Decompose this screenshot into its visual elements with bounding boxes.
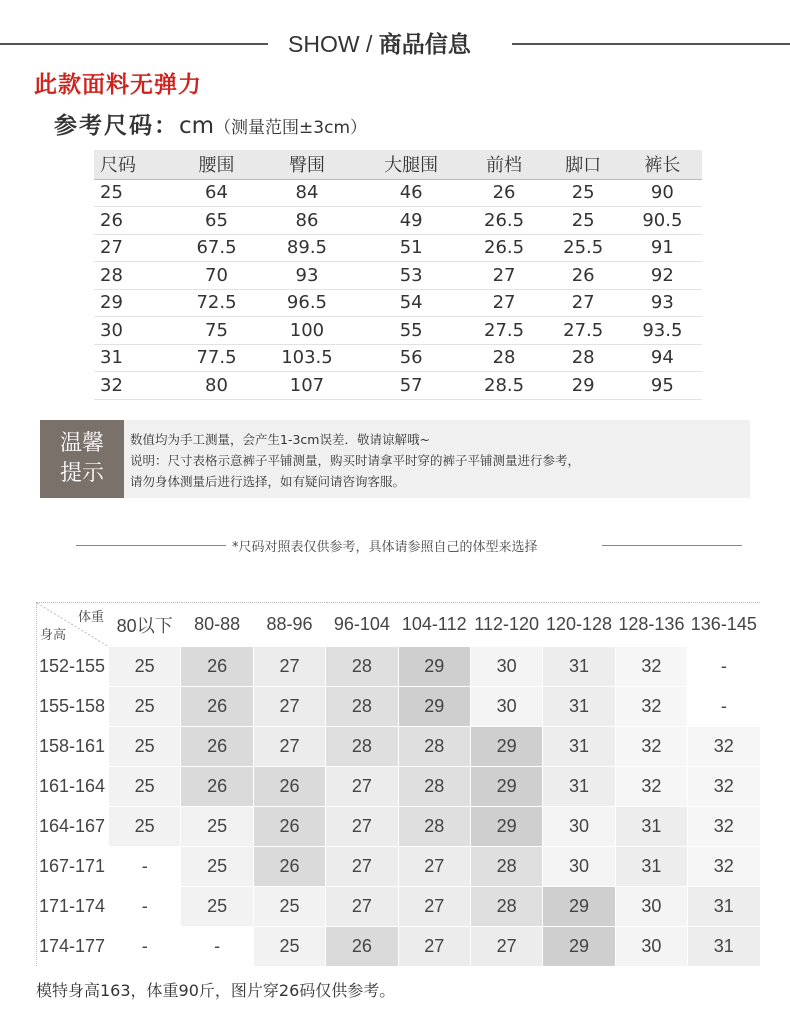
size-table-cell: 54 xyxy=(358,289,465,317)
grid-height-label: 174-177 xyxy=(37,927,109,967)
grid-height-label: 158-161 xyxy=(37,727,109,767)
size-table-cell: 28.5 xyxy=(464,372,543,400)
grid-size-cell: 25 xyxy=(109,687,181,727)
grid-size-cell: 26 xyxy=(181,767,253,807)
tips-tag xyxy=(40,420,124,498)
grid-size-cell: 31 xyxy=(688,887,760,927)
grid-size-cell: 25 xyxy=(109,807,181,847)
grid-size-cell: 29 xyxy=(470,767,542,807)
size-table-cell: 75 xyxy=(177,317,256,345)
size-table-header-cell: 臀围 xyxy=(256,150,358,179)
size-table-cell: 64 xyxy=(177,179,256,207)
size-table-cell: 27 xyxy=(544,289,623,317)
grid-size-cell: 27 xyxy=(326,887,398,927)
grid-weight-header: 112-120 xyxy=(470,603,542,647)
header-left-rule xyxy=(0,43,268,45)
grid-size-cell: 32 xyxy=(615,767,687,807)
section-title-en: SHOW / xyxy=(288,31,379,57)
section-title-cn: 商品信息 xyxy=(378,32,471,58)
grid-row xyxy=(37,687,761,727)
size-table-row xyxy=(94,372,702,400)
size-table-row xyxy=(94,262,702,290)
model-info-footer: 模特身高163，体重90斤，图片穿26码仅供参考。 xyxy=(36,981,396,1000)
grid-size-cell: 27 xyxy=(326,847,398,887)
size-table-cell: 90 xyxy=(623,179,702,207)
size-table-row xyxy=(94,289,702,317)
size-table-cell: 51 xyxy=(358,234,465,262)
size-table-cell: 70 xyxy=(177,262,256,290)
grid-height-label: 164-167 xyxy=(37,807,109,847)
size-table xyxy=(94,150,702,400)
size-table-header-cell: 前档 xyxy=(464,150,543,179)
grid-size-cell: 29 xyxy=(398,687,470,727)
grid-size-cell: 28 xyxy=(326,647,398,687)
section-title xyxy=(288,26,471,59)
grid-size-cell: 27 xyxy=(398,927,470,967)
grid-size-cell: 31 xyxy=(543,647,615,687)
size-table-cell: 29 xyxy=(94,289,177,317)
grid-corner-cell xyxy=(37,603,109,647)
fabric-note: 此款面料无弹力 xyxy=(34,71,202,98)
size-table-cell: 80 xyxy=(177,372,256,400)
grid-size-cell: 26 xyxy=(253,807,325,847)
size-table-cell: 84 xyxy=(256,179,358,207)
size-table-cell: 96.5 xyxy=(256,289,358,317)
reference-size-unit: cm xyxy=(179,113,215,139)
tips-line-3: 请勿身体测量后进行选择，如有疑问请咨询客服。 xyxy=(130,474,406,489)
grid-size-cell: 25 xyxy=(181,807,253,847)
size-table-cell: 65 xyxy=(177,207,256,235)
size-table-cell: 93 xyxy=(623,289,702,317)
grid-size-cell: 25 xyxy=(109,727,181,767)
size-table-body xyxy=(94,179,702,399)
grid-size-cell: 27 xyxy=(253,687,325,727)
grid-row xyxy=(37,887,761,927)
grid-row xyxy=(37,807,761,847)
grid-size-cell: 31 xyxy=(543,727,615,767)
grid-size-cell: 26 xyxy=(253,767,325,807)
grid-size-cell: 26 xyxy=(181,647,253,687)
size-table-row xyxy=(94,234,702,262)
tips-tag-line2: 提示 xyxy=(59,461,104,486)
grid-size-cell: 28 xyxy=(326,727,398,767)
grid-size-cell: 30 xyxy=(543,807,615,847)
size-table-cell: 26.5 xyxy=(464,207,543,235)
grid-size-cell: 29 xyxy=(543,887,615,927)
grid-header-row xyxy=(37,603,761,647)
size-table-cell: 28 xyxy=(94,262,177,290)
grid-size-cell: 30 xyxy=(543,847,615,887)
grid-size-cell: 30 xyxy=(470,687,542,727)
grid-body xyxy=(37,647,761,967)
grid-size-cell: 32 xyxy=(688,727,760,767)
grid-size-cell: 30 xyxy=(615,887,687,927)
size-table-cell: 103.5 xyxy=(256,344,358,372)
grid-size-cell: - xyxy=(109,847,181,887)
tips-panel xyxy=(40,420,750,498)
size-table-cell: 25 xyxy=(544,207,623,235)
grid-size-cell: 29 xyxy=(543,927,615,967)
grid-size-cell: 29 xyxy=(470,807,542,847)
size-table-header-cell: 尺码 xyxy=(94,150,177,179)
grid-size-cell: 32 xyxy=(688,847,760,887)
reference-size-heading xyxy=(54,107,367,140)
grid-size-cell: 31 xyxy=(543,767,615,807)
tips-text xyxy=(130,429,580,492)
size-table-header-row xyxy=(94,150,702,179)
tips-tag-line1: 温馨 xyxy=(59,431,104,456)
grid-row xyxy=(37,647,761,687)
size-table-cell: 91 xyxy=(623,234,702,262)
grid-size-cell: 28 xyxy=(326,687,398,727)
grid-size-cell: 32 xyxy=(688,807,760,847)
size-table-cell: 31 xyxy=(94,344,177,372)
size-table-cell: 55 xyxy=(358,317,465,345)
grid-weight-header: 104-112 xyxy=(398,603,470,647)
grid-row xyxy=(37,847,761,887)
grid-size-cell: 27 xyxy=(470,927,542,967)
corner-weight-label: 体重 xyxy=(77,609,104,624)
grid-weight-header: 80-88 xyxy=(181,603,253,647)
size-table-cell: 27.5 xyxy=(544,317,623,345)
separator-right-rule xyxy=(602,545,742,546)
separator-left-rule xyxy=(76,545,226,546)
size-table-cell: 53 xyxy=(358,262,465,290)
size-table-cell: 26.5 xyxy=(464,234,543,262)
size-table-cell: 32 xyxy=(94,372,177,400)
grid-size-cell: 27 xyxy=(253,727,325,767)
grid-size-cell: 25 xyxy=(253,927,325,967)
reference-size-label: 参考尺码： xyxy=(54,113,179,139)
size-table-header-cell: 腰围 xyxy=(177,150,256,179)
grid-size-cell: 32 xyxy=(615,687,687,727)
grid-size-cell: 30 xyxy=(470,647,542,687)
grid-row xyxy=(37,727,761,767)
size-table-cell: 27 xyxy=(464,289,543,317)
size-table-header-cell: 裤长 xyxy=(623,150,702,179)
grid-size-cell: 25 xyxy=(181,887,253,927)
grid-weight-header: 96-104 xyxy=(326,603,398,647)
grid-size-cell: 25 xyxy=(181,847,253,887)
size-table-cell: 90.5 xyxy=(623,207,702,235)
size-table-cell: 28 xyxy=(544,344,623,372)
grid-weight-header: 136-145 xyxy=(688,603,760,647)
size-table-cell: 89.5 xyxy=(256,234,358,262)
grid-row xyxy=(37,767,761,807)
size-table-row xyxy=(94,344,702,372)
size-table-cell: 25 xyxy=(94,179,177,207)
separator-text: *尺码对照表仅供参考，具体请参照自己的体型来选择 xyxy=(232,540,538,555)
size-table-cell: 56 xyxy=(358,344,465,372)
size-table-header-cell: 大腿围 xyxy=(358,150,465,179)
grid-size-cell: 26 xyxy=(181,687,253,727)
grid-size-cell: - xyxy=(109,927,181,967)
size-table-cell: 95 xyxy=(623,372,702,400)
size-table-cell: 28 xyxy=(464,344,543,372)
grid-height-label: 167-171 xyxy=(37,847,109,887)
grid-size-cell: 31 xyxy=(688,927,760,967)
size-table-cell: 92 xyxy=(623,262,702,290)
grid-height-label: 161-164 xyxy=(37,767,109,807)
grid-size-cell: 32 xyxy=(615,727,687,767)
grid-size-cell: 25 xyxy=(109,767,181,807)
grid-height-label: 171-174 xyxy=(37,887,109,927)
size-table-cell: 57 xyxy=(358,372,465,400)
size-table-cell: 29 xyxy=(544,372,623,400)
height-weight-table xyxy=(36,602,761,967)
grid-row xyxy=(37,927,761,967)
grid-size-cell: - xyxy=(181,927,253,967)
size-table-cell: 100 xyxy=(256,317,358,345)
grid-weight-header: 120-128 xyxy=(543,603,615,647)
grid-size-cell: 31 xyxy=(543,687,615,727)
size-table-cell: 72.5 xyxy=(177,289,256,317)
grid-size-cell: 32 xyxy=(615,647,687,687)
section-header xyxy=(0,26,790,60)
grid-weight-header: 128-136 xyxy=(615,603,687,647)
corner-height-label: 身高 xyxy=(40,627,67,642)
grid-height-label: 155-158 xyxy=(37,687,109,727)
size-table-header-cell: 脚口 xyxy=(544,150,623,179)
grid-size-cell: 26 xyxy=(181,727,253,767)
grid-size-cell: 27 xyxy=(253,647,325,687)
grid-size-cell: 27 xyxy=(398,887,470,927)
size-table-cell: 27 xyxy=(464,262,543,290)
size-table-cell: 93.5 xyxy=(623,317,702,345)
size-table-cell: 25 xyxy=(544,179,623,207)
grid-size-cell: 32 xyxy=(688,767,760,807)
grid-size-cell: 28 xyxy=(398,727,470,767)
size-table-cell: 49 xyxy=(358,207,465,235)
grid-size-cell: 25 xyxy=(109,647,181,687)
grid-size-cell: - xyxy=(688,687,760,727)
size-table-cell: 77.5 xyxy=(177,344,256,372)
size-guide-grid xyxy=(36,602,760,966)
grid-size-cell: - xyxy=(688,647,760,687)
grid-size-cell: 28 xyxy=(398,767,470,807)
size-table-cell: 25.5 xyxy=(544,234,623,262)
grid-size-cell: 27 xyxy=(326,807,398,847)
header-right-rule xyxy=(512,43,790,45)
grid-size-cell: 29 xyxy=(470,727,542,767)
size-table-cell: 86 xyxy=(256,207,358,235)
grid-size-cell: 27 xyxy=(326,767,398,807)
size-table-cell: 27.5 xyxy=(464,317,543,345)
grid-size-cell: 28 xyxy=(398,807,470,847)
grid-height-label: 152-155 xyxy=(37,647,109,687)
size-guide-separator xyxy=(0,535,790,555)
tips-line-2: 说明：尺寸表格示意裤子平铺测量，购买时请拿平时穿的裤子平铺测量进行参考， xyxy=(130,453,581,468)
grid-size-cell: - xyxy=(109,887,181,927)
grid-size-cell: 27 xyxy=(398,847,470,887)
size-table-cell: 67.5 xyxy=(177,234,256,262)
size-table-cell: 30 xyxy=(94,317,177,345)
grid-size-cell: 31 xyxy=(615,807,687,847)
grid-size-cell: 29 xyxy=(398,647,470,687)
size-table-cell: 94 xyxy=(623,344,702,372)
size-table-cell: 27 xyxy=(94,234,177,262)
tips-line-1: 数值均为手工测量，会产生1-3cm误差．敬请谅解哦~ xyxy=(130,432,430,447)
size-table-cell: 26 xyxy=(544,262,623,290)
reference-size-range-note: （测量范围±3cm） xyxy=(214,118,368,138)
grid-size-cell: 31 xyxy=(615,847,687,887)
grid-size-cell: 30 xyxy=(615,927,687,967)
grid-size-cell: 26 xyxy=(326,927,398,967)
size-table-row xyxy=(94,317,702,345)
size-table-cell: 26 xyxy=(464,179,543,207)
grid-size-cell: 26 xyxy=(253,847,325,887)
size-table-cell: 26 xyxy=(94,207,177,235)
size-table-row xyxy=(94,207,702,235)
grid-weight-header: 80以下 xyxy=(109,603,181,647)
size-table-cell: 46 xyxy=(358,179,465,207)
grid-size-cell: 28 xyxy=(470,887,542,927)
grid-size-cell: 25 xyxy=(253,887,325,927)
grid-size-cell: 28 xyxy=(470,847,542,887)
size-table-row xyxy=(94,179,702,207)
size-table-cell: 93 xyxy=(256,262,358,290)
grid-weight-header: 88-96 xyxy=(253,603,325,647)
size-table-cell: 107 xyxy=(256,372,358,400)
